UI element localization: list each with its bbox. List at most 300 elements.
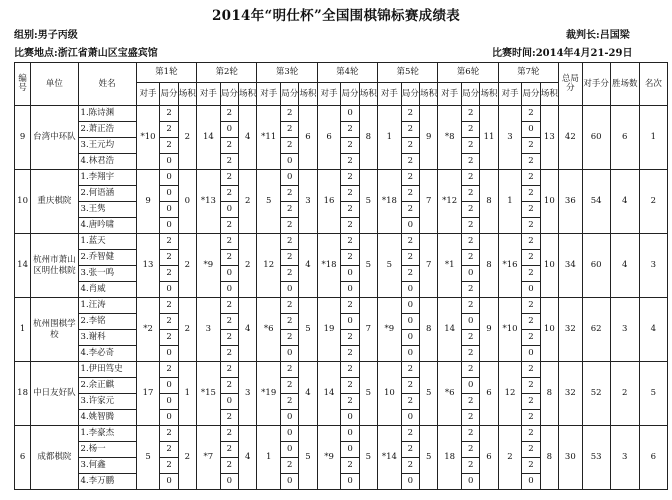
round-opponent: 1 bbox=[378, 106, 402, 170]
match-points: 8 bbox=[359, 106, 377, 170]
game-score: 2 bbox=[220, 138, 238, 154]
game-score: 0 bbox=[522, 282, 540, 298]
match-points: 5 bbox=[299, 298, 317, 362]
match-points: 5 bbox=[359, 362, 377, 426]
game-score: 2 bbox=[281, 394, 299, 410]
team-wins: 3 bbox=[610, 298, 639, 362]
game-score: 2 bbox=[220, 234, 238, 250]
header-game: 局分 bbox=[462, 83, 480, 106]
header-match: 场积 bbox=[420, 83, 438, 106]
round-opponent: 10 bbox=[378, 362, 402, 426]
round-opponent: *19 bbox=[257, 362, 281, 426]
game-score: 2 bbox=[341, 154, 359, 170]
chief-judge-label: 裁判长:吕国梁 bbox=[566, 30, 630, 41]
game-score: 0 bbox=[220, 266, 238, 282]
game-score: 2 bbox=[220, 186, 238, 202]
game-score: 0 bbox=[401, 218, 419, 234]
game-score: 2 bbox=[401, 186, 419, 202]
game-score: 2 bbox=[522, 218, 540, 234]
round-opponent: 12 bbox=[498, 362, 522, 426]
match-points: 9 bbox=[480, 298, 498, 362]
game-score: 2 bbox=[522, 314, 540, 330]
header-num: 编号 bbox=[15, 63, 31, 106]
match-points: 2 bbox=[178, 298, 196, 362]
game-score: 2 bbox=[401, 394, 419, 410]
player-name: 2.萧正浩 bbox=[78, 122, 136, 138]
game-score: 2 bbox=[160, 138, 178, 154]
team-total: 42 bbox=[559, 106, 583, 170]
game-score: 2 bbox=[401, 362, 419, 378]
round-opponent: 13 bbox=[136, 234, 160, 298]
player-name: 3.王隽 bbox=[78, 202, 136, 218]
header-match: 场积 bbox=[178, 83, 196, 106]
match-points: 3 bbox=[239, 362, 257, 426]
game-score: 2 bbox=[341, 394, 359, 410]
team-wins: 3 bbox=[610, 426, 639, 490]
game-score: 2 bbox=[462, 218, 480, 234]
game-score: 2 bbox=[522, 426, 540, 442]
game-score: 0 bbox=[341, 282, 359, 298]
match-points: 6 bbox=[480, 362, 498, 426]
game-score: 2 bbox=[462, 410, 480, 426]
player-name: 3.王元均 bbox=[78, 138, 136, 154]
match-points: 4 bbox=[239, 298, 257, 362]
game-score: 2 bbox=[522, 410, 540, 426]
player-name: 1.蓝天 bbox=[78, 234, 136, 250]
page-title: 2014年“明仕杯”全国围棋锦标赛成绩表 bbox=[211, 8, 461, 24]
game-score: 2 bbox=[522, 458, 540, 474]
game-score: 0 bbox=[341, 266, 359, 282]
player-name: 4.李万鹏 bbox=[78, 474, 136, 490]
game-score: 0 bbox=[281, 346, 299, 362]
player-name: 2.何语涵 bbox=[78, 186, 136, 202]
round-opponent: 19 bbox=[317, 298, 341, 362]
header-total: 总局分 bbox=[559, 63, 583, 106]
round-opponent: 6 bbox=[317, 106, 341, 170]
match-points: 5 bbox=[420, 362, 438, 426]
game-score: 2 bbox=[341, 298, 359, 314]
player-name: 2.余正麒 bbox=[78, 378, 136, 394]
game-score: 2 bbox=[522, 138, 540, 154]
round-opponent: 2 bbox=[498, 426, 522, 490]
team-oppscore: 53 bbox=[582, 426, 610, 490]
header-name: 姓名 bbox=[78, 63, 136, 106]
team-total: 32 bbox=[559, 362, 583, 426]
team-oppscore: 54 bbox=[582, 170, 610, 234]
game-score: 2 bbox=[220, 458, 238, 474]
game-score: 2 bbox=[462, 154, 480, 170]
game-score: 2 bbox=[220, 250, 238, 266]
round-opponent: 3 bbox=[498, 106, 522, 170]
game-score: 0 bbox=[281, 154, 299, 170]
game-score: 0 bbox=[522, 474, 540, 490]
game-score: 2 bbox=[281, 234, 299, 250]
game-score: 2 bbox=[160, 330, 178, 346]
game-score: 2 bbox=[401, 122, 419, 138]
game-score: 2 bbox=[462, 138, 480, 154]
team-unit: 杭州围棋学校 bbox=[31, 298, 78, 362]
team-rank: 6 bbox=[639, 426, 667, 490]
game-score: 0 bbox=[462, 474, 480, 490]
round-opponent: *12 bbox=[438, 170, 462, 234]
game-score: 2 bbox=[462, 202, 480, 218]
header-round: 第7轮 bbox=[498, 63, 558, 83]
game-score: 2 bbox=[160, 298, 178, 314]
game-score: 2 bbox=[220, 378, 238, 394]
match-points: 6 bbox=[299, 106, 317, 170]
player-name: 3.谢科 bbox=[78, 330, 136, 346]
game-score: 2 bbox=[220, 218, 238, 234]
game-score: 2 bbox=[341, 138, 359, 154]
game-score: 2 bbox=[160, 250, 178, 266]
team-unit: 重庆棋院 bbox=[31, 170, 78, 234]
game-score: 2 bbox=[522, 202, 540, 218]
match-points: 2 bbox=[239, 170, 257, 234]
game-score: 2 bbox=[341, 250, 359, 266]
game-score: 0 bbox=[281, 474, 299, 490]
game-score: 0 bbox=[462, 314, 480, 330]
match-points: 5 bbox=[420, 426, 438, 490]
header-rank: 名次 bbox=[639, 63, 667, 106]
game-score: 2 bbox=[401, 138, 419, 154]
game-score: 0 bbox=[341, 474, 359, 490]
player-name: 4.肖威 bbox=[78, 282, 136, 298]
game-score: 2 bbox=[401, 426, 419, 442]
game-score: 2 bbox=[220, 154, 238, 170]
game-score: 2 bbox=[281, 218, 299, 234]
match-points: 1 bbox=[178, 362, 196, 426]
game-score: 2 bbox=[462, 186, 480, 202]
round-opponent: *9 bbox=[197, 234, 221, 298]
game-score: 2 bbox=[341, 218, 359, 234]
round-opponent: *13 bbox=[197, 170, 221, 234]
game-score: 2 bbox=[401, 378, 419, 394]
game-score: 2 bbox=[281, 122, 299, 138]
game-score: 2 bbox=[220, 298, 238, 314]
game-score: 0 bbox=[401, 298, 419, 314]
game-score: 2 bbox=[220, 314, 238, 330]
round-opponent: *2 bbox=[136, 298, 160, 362]
player-name: 1.汪涛 bbox=[78, 298, 136, 314]
header-game: 局分 bbox=[281, 83, 299, 106]
game-score: 0 bbox=[522, 346, 540, 362]
game-score: 2 bbox=[281, 106, 299, 122]
game-score: 0 bbox=[160, 186, 178, 202]
game-score: 2 bbox=[281, 250, 299, 266]
game-score: 0 bbox=[220, 394, 238, 410]
game-score: 2 bbox=[160, 362, 178, 378]
header-game: 局分 bbox=[220, 83, 238, 106]
match-points: 8 bbox=[540, 362, 558, 426]
player-row bbox=[15, 234, 668, 250]
round-opponent: 14 bbox=[317, 362, 341, 426]
player-row bbox=[15, 426, 668, 442]
match-points: 5 bbox=[359, 170, 377, 234]
game-score: 2 bbox=[341, 330, 359, 346]
game-score: 2 bbox=[462, 426, 480, 442]
game-score: 0 bbox=[462, 378, 480, 394]
game-score: 0 bbox=[220, 122, 238, 138]
match-points: 13 bbox=[540, 106, 558, 170]
match-points: 8 bbox=[540, 426, 558, 490]
header-opp: 对手 bbox=[136, 83, 160, 106]
game-score: 2 bbox=[401, 458, 419, 474]
game-score: 0 bbox=[341, 410, 359, 426]
round-opponent: 3 bbox=[197, 298, 221, 362]
game-score: 0 bbox=[220, 282, 238, 298]
game-score: 2 bbox=[522, 154, 540, 170]
game-score: 0 bbox=[160, 282, 178, 298]
match-points: 10 bbox=[540, 298, 558, 362]
game-score: 2 bbox=[522, 378, 540, 394]
game-score: 2 bbox=[401, 442, 419, 458]
game-score: 0 bbox=[160, 202, 178, 218]
round-opponent: 14 bbox=[197, 106, 221, 170]
game-score: 2 bbox=[341, 234, 359, 250]
player-name: 3.何鑫 bbox=[78, 458, 136, 474]
match-points: 2 bbox=[178, 106, 196, 170]
team-rank: 1 bbox=[639, 106, 667, 170]
game-score: 2 bbox=[522, 298, 540, 314]
header-opp: 对手 bbox=[378, 83, 402, 106]
game-score: 2 bbox=[281, 138, 299, 154]
game-score: 2 bbox=[341, 378, 359, 394]
player-name: 2.李铭 bbox=[78, 314, 136, 330]
round-opponent: *18 bbox=[378, 170, 402, 234]
team-unit: 中日友好队 bbox=[31, 362, 78, 426]
game-score: 0 bbox=[341, 106, 359, 122]
time-label: 比赛时间:2014年4月21-29日 bbox=[492, 48, 633, 59]
team-num: 18 bbox=[15, 362, 31, 426]
game-score: 2 bbox=[281, 330, 299, 346]
team-oppscore: 60 bbox=[582, 234, 610, 298]
header-game: 局分 bbox=[401, 83, 419, 106]
game-score: 2 bbox=[220, 426, 238, 442]
game-score: 2 bbox=[462, 442, 480, 458]
round-opponent: *16 bbox=[498, 234, 522, 298]
match-points: 8 bbox=[480, 234, 498, 298]
game-score: 0 bbox=[462, 266, 480, 282]
game-score: 0 bbox=[401, 282, 419, 298]
game-score: 0 bbox=[401, 474, 419, 490]
player-name: 1.伊田笃史 bbox=[78, 362, 136, 378]
game-score: 2 bbox=[281, 202, 299, 218]
game-score: 2 bbox=[462, 394, 480, 410]
game-score: 2 bbox=[401, 170, 419, 186]
game-score: 2 bbox=[281, 298, 299, 314]
game-score: 0 bbox=[160, 218, 178, 234]
round-opponent: 12 bbox=[257, 234, 281, 298]
header-opp: 对手 bbox=[197, 83, 221, 106]
game-score: 2 bbox=[522, 442, 540, 458]
round-opponent: 16 bbox=[317, 170, 341, 234]
match-points: 5 bbox=[359, 426, 377, 490]
player-row bbox=[15, 106, 668, 122]
round-opponent: *14 bbox=[378, 426, 402, 490]
game-score: 2 bbox=[341, 458, 359, 474]
round-opponent: 1 bbox=[498, 170, 522, 234]
match-points: 3 bbox=[299, 170, 317, 234]
game-score: 2 bbox=[281, 186, 299, 202]
round-opponent: 1 bbox=[257, 426, 281, 490]
game-score: 0 bbox=[281, 442, 299, 458]
game-score: 2 bbox=[281, 378, 299, 394]
match-points: 5 bbox=[359, 234, 377, 298]
game-score: 2 bbox=[522, 330, 540, 346]
team-rank: 3 bbox=[639, 234, 667, 298]
round-opponent: 5 bbox=[378, 234, 402, 298]
match-points: 8 bbox=[480, 170, 498, 234]
game-score: 0 bbox=[281, 170, 299, 186]
group-label: 组别:男子丙级 bbox=[14, 30, 78, 41]
game-score: 2 bbox=[522, 234, 540, 250]
player-row bbox=[15, 362, 668, 378]
player-name: 4.林君浩 bbox=[78, 154, 136, 170]
round-opponent: *6 bbox=[257, 298, 281, 362]
game-score: 2 bbox=[462, 234, 480, 250]
game-score: 2 bbox=[401, 202, 419, 218]
team-rank: 5 bbox=[639, 362, 667, 426]
game-score: 0 bbox=[281, 282, 299, 298]
game-score: 2 bbox=[160, 122, 178, 138]
game-score: 2 bbox=[160, 234, 178, 250]
team-wins: 2 bbox=[610, 362, 639, 426]
game-score: 0 bbox=[160, 170, 178, 186]
team-rank: 2 bbox=[639, 170, 667, 234]
game-score: 0 bbox=[160, 474, 178, 490]
game-score: 2 bbox=[281, 362, 299, 378]
round-opponent: *10 bbox=[136, 106, 160, 170]
match-points: 7 bbox=[420, 170, 438, 234]
player-name: 1.李翔宇 bbox=[78, 170, 136, 186]
game-score: 2 bbox=[401, 234, 419, 250]
round-opponent: *8 bbox=[438, 106, 462, 170]
game-score: 2 bbox=[220, 442, 238, 458]
round-opponent: *9 bbox=[317, 426, 341, 490]
game-score: 2 bbox=[522, 250, 540, 266]
game-score: 2 bbox=[522, 170, 540, 186]
game-score: 2 bbox=[401, 266, 419, 282]
team-total: 34 bbox=[559, 234, 583, 298]
header-opp: 对手 bbox=[317, 83, 341, 106]
header-round: 第1轮 bbox=[136, 63, 196, 83]
team-total: 32 bbox=[559, 298, 583, 362]
team-num: 9 bbox=[15, 106, 31, 170]
header-wins: 胜场数 bbox=[610, 63, 639, 106]
header-unit: 单位 bbox=[31, 63, 78, 106]
round-opponent: *10 bbox=[498, 298, 522, 362]
round-opponent: 14 bbox=[438, 298, 462, 362]
game-score: 2 bbox=[160, 458, 178, 474]
round-opponent: *15 bbox=[197, 362, 221, 426]
team-oppscore: 62 bbox=[582, 298, 610, 362]
game-score: 0 bbox=[220, 202, 238, 218]
player-name: 4.李必奇 bbox=[78, 346, 136, 362]
round-opponent: 5 bbox=[257, 170, 281, 234]
team-num: 10 bbox=[15, 170, 31, 234]
match-points: 2 bbox=[178, 426, 196, 490]
match-points: 11 bbox=[480, 106, 498, 170]
player-name: 1.陈诗渊 bbox=[78, 106, 136, 122]
game-score: 0 bbox=[341, 426, 359, 442]
game-score: 2 bbox=[281, 266, 299, 282]
game-score: 2 bbox=[522, 186, 540, 202]
team-num: 1 bbox=[15, 298, 31, 362]
game-score: 2 bbox=[160, 314, 178, 330]
game-score: 0 bbox=[160, 346, 178, 362]
game-score: 2 bbox=[220, 362, 238, 378]
match-points: 10 bbox=[540, 170, 558, 234]
round-opponent: 9 bbox=[136, 170, 160, 234]
game-score: 2 bbox=[160, 442, 178, 458]
game-score: 0 bbox=[401, 330, 419, 346]
player-name: 3.张一鸣 bbox=[78, 266, 136, 282]
match-points: 4 bbox=[299, 362, 317, 426]
round-opponent: *9 bbox=[378, 298, 402, 362]
team-wins: 4 bbox=[610, 170, 639, 234]
game-score: 2 bbox=[462, 282, 480, 298]
game-score: 2 bbox=[401, 106, 419, 122]
game-score: 2 bbox=[522, 106, 540, 122]
team-total: 36 bbox=[559, 170, 583, 234]
game-score: 2 bbox=[160, 266, 178, 282]
game-score: 2 bbox=[341, 170, 359, 186]
match-points: 2 bbox=[239, 234, 257, 298]
match-points: 4 bbox=[239, 106, 257, 170]
game-score: 2 bbox=[462, 346, 480, 362]
header-round: 第3轮 bbox=[257, 63, 317, 83]
game-score: 2 bbox=[401, 154, 419, 170]
team-num: 14 bbox=[15, 234, 31, 298]
game-score: 2 bbox=[220, 330, 238, 346]
game-score: 2 bbox=[220, 410, 238, 426]
team-unit: 台湾中环队 bbox=[31, 106, 78, 170]
game-score: 0 bbox=[401, 346, 419, 362]
match-points: 8 bbox=[420, 298, 438, 362]
game-score: 2 bbox=[462, 122, 480, 138]
player-name: 2.乔智健 bbox=[78, 250, 136, 266]
header-match: 场积 bbox=[359, 83, 377, 106]
team-wins: 4 bbox=[610, 234, 639, 298]
results-table bbox=[14, 62, 668, 490]
round-opponent: *7 bbox=[197, 426, 221, 490]
game-score: 0 bbox=[281, 410, 299, 426]
game-score: 0 bbox=[220, 474, 238, 490]
match-points: 7 bbox=[359, 298, 377, 362]
header-match: 场积 bbox=[299, 83, 317, 106]
round-opponent: 17 bbox=[136, 362, 160, 426]
match-points: 4 bbox=[239, 426, 257, 490]
team-rank: 4 bbox=[639, 298, 667, 362]
match-points: 10 bbox=[540, 234, 558, 298]
game-score: 2 bbox=[220, 346, 238, 362]
header-match: 场积 bbox=[480, 83, 498, 106]
team-wins: 6 bbox=[610, 106, 639, 170]
match-points: 2 bbox=[178, 234, 196, 298]
game-score: 2 bbox=[281, 458, 299, 474]
round-opponent: *18 bbox=[317, 234, 341, 298]
header-round: 第5轮 bbox=[378, 63, 438, 83]
venue-label: 比赛地点:浙江省萧山区宝盛宾馆 bbox=[14, 48, 158, 59]
header-game: 局分 bbox=[341, 83, 359, 106]
game-score: 2 bbox=[281, 314, 299, 330]
round-opponent: *1 bbox=[438, 234, 462, 298]
game-score: 0 bbox=[160, 410, 178, 426]
team-oppscore: 52 bbox=[582, 362, 610, 426]
game-score: 2 bbox=[220, 106, 238, 122]
game-score: 2 bbox=[522, 266, 540, 282]
header-game: 局分 bbox=[522, 83, 540, 106]
